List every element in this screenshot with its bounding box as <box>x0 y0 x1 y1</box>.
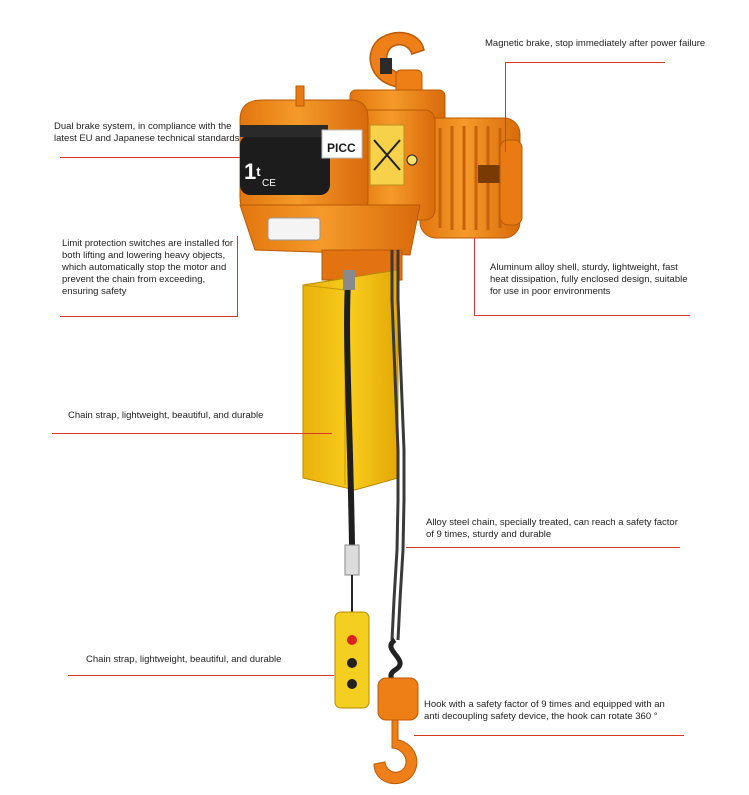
limit-line-3: which automatically stop the motor and <box>62 262 227 273</box>
alloy-chain-line-2: of 9 times, sturdy and durable <box>426 529 552 540</box>
chain-strap-lower-note: Chain strap, lightweight, beautiful, and durable <box>86 654 282 665</box>
aluminum-line-1: Aluminum alloy shell, sturdy, lightweight, fast <box>490 262 678 273</box>
capacity-label <box>244 160 261 184</box>
limit-switch-leader <box>60 316 238 317</box>
chain-strap-upper-note: Chain strap, lightweight, beautiful, and durable <box>68 410 264 421</box>
limit-line-4: prevent the chain from exceeding, <box>62 274 206 285</box>
dual-brake-leader <box>60 157 240 158</box>
hook-line-2: anti decoupling safety device, the hook can rotate 360 ° <box>424 711 658 722</box>
limit-switch-leader-v <box>237 236 238 317</box>
brand-badge: PICC <box>327 141 356 155</box>
ce-mark: CE <box>262 178 276 189</box>
bottom-hook <box>374 678 418 784</box>
aluminum-line-2: heat dissipation, fully enclosed design, suitable <box>490 274 688 285</box>
capacity-unit: t <box>256 164 261 179</box>
alloy-chain-note <box>426 517 686 541</box>
limit-switch-note <box>62 238 252 298</box>
aluminum-line-3: for use in poor environments <box>490 286 611 297</box>
chain-strap-lower-leader <box>68 675 334 676</box>
pendant-controller <box>335 612 369 708</box>
alloy-chain-line-1: Alloy steel chain, specially treated, can reach a safety factor <box>426 517 678 528</box>
alloy-chain-leader <box>406 547 680 548</box>
dual-brake-note <box>54 121 254 145</box>
aluminum-shell-leader <box>474 315 690 316</box>
magnetic-brake-leader <box>505 62 665 63</box>
magnetic-brake-leader-v <box>505 62 506 152</box>
hook-line-1: Hook with a safety factor of 9 times and equipped with an <box>424 699 665 710</box>
capacity-number: 1 <box>244 159 257 184</box>
limit-line-5: ensuring safety <box>62 286 127 297</box>
chain-strap-upper-leader <box>52 433 332 434</box>
dual-brake-line-2: latest EU and Japanese technical standards <box>54 133 240 144</box>
limit-line-1: Limit protection switches are installed for <box>62 238 234 249</box>
aluminum-shell-leader-v <box>474 238 475 315</box>
magnetic-brake-note: Magnetic brake, stop immediately after power failure <box>485 38 706 49</box>
hook-leader <box>414 735 684 736</box>
dual-brake-line-1: Dual brake system, in compliance with the <box>54 121 232 132</box>
aluminum-shell-note <box>490 262 700 298</box>
hook-note <box>424 699 684 723</box>
limit-line-2: both lifting and lowering heavy objects, <box>62 250 226 261</box>
